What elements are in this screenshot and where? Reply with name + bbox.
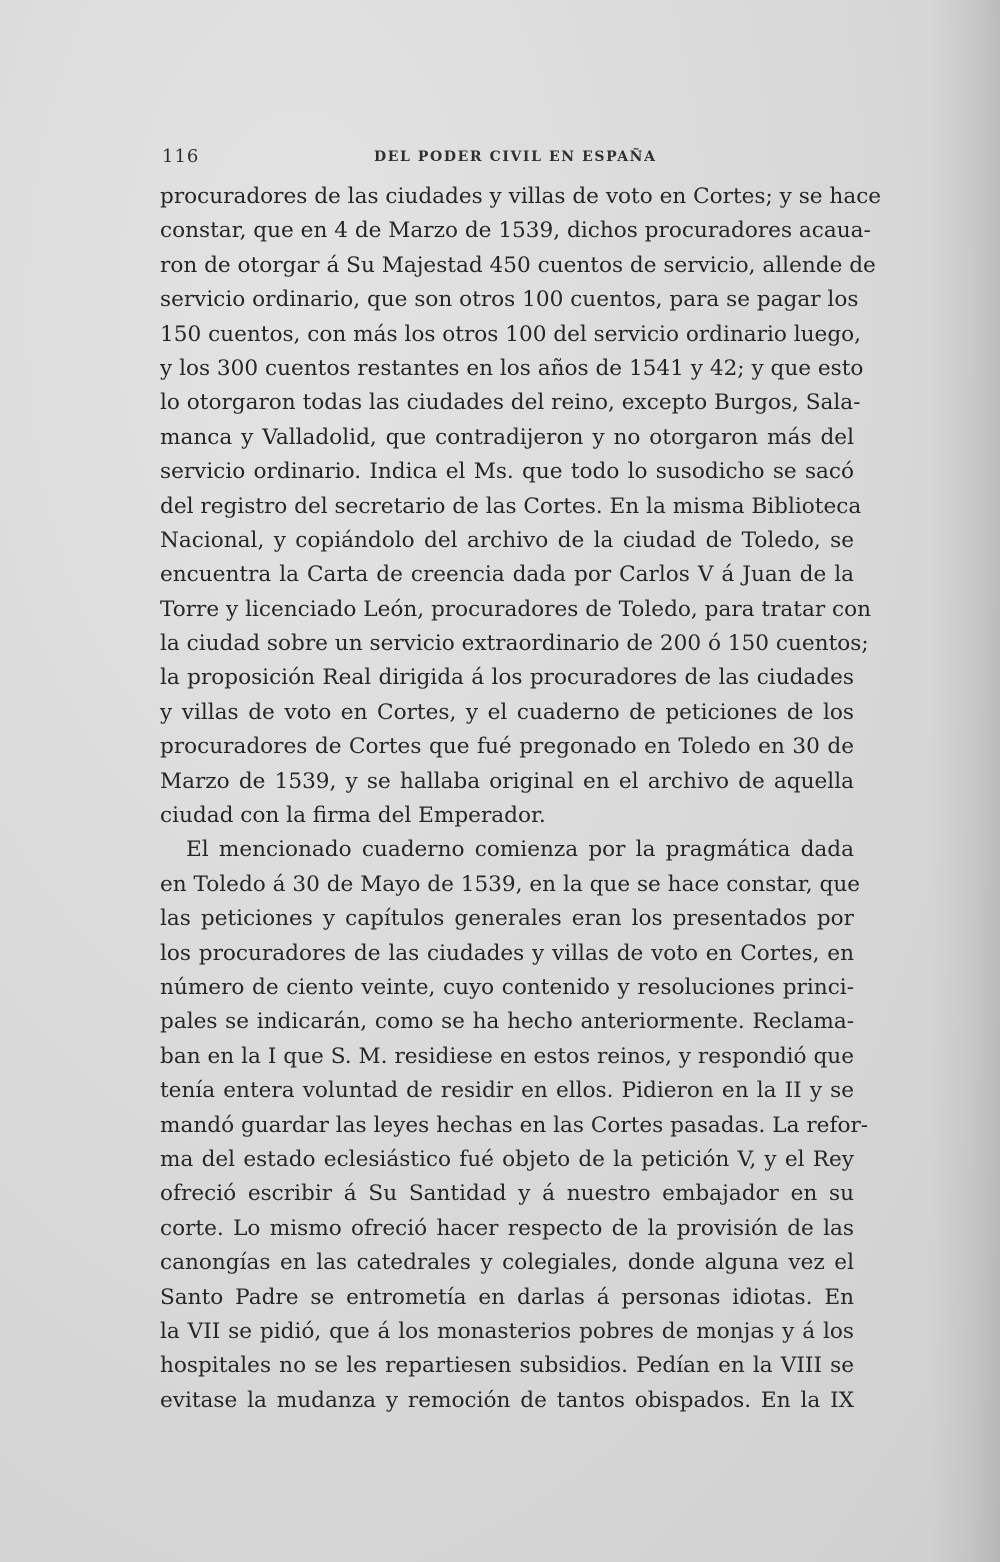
- running-head-title: DEL PODER CIVIL EN ESPAÑA: [374, 149, 657, 165]
- text-line: servicio ordinario. Indica el Ms. que todo lo susodicho se sacó: [160, 459, 854, 485]
- text-line: hospitales no se les repartiesen subsidios. Pedían en la VIII se: [160, 1353, 854, 1379]
- text-line: evitase la mudanza y remoción de tantos obispados. En la IX: [160, 1387, 854, 1413]
- text-line: ofreció escribir á Su Santidad y á nuestro embajador en su: [160, 1181, 854, 1207]
- text-line: canongías en las catedrales y colegiales, donde alguna vez el: [160, 1250, 854, 1276]
- body-text: [160, 180, 882, 1418]
- text-line: servicio ordinario, que son otros 100 cuentos, para se pagar los: [160, 287, 859, 313]
- text-line: procuradores de Cortes que fué pregonado en Toledo en 30 de: [160, 734, 854, 760]
- text-line: Nacional, y copiándolo del archivo de la ciudad de Toledo, se: [160, 527, 854, 553]
- text-line: ma del estado eclesiástico fué objeto de la petición V, y el Rey: [160, 1146, 854, 1172]
- text-line: El mencionado cuaderno comienza por la pragmática dada: [186, 837, 854, 863]
- text-line: manca y Valladolid, que contradijeron y no otorgaron más del: [160, 424, 854, 450]
- text-line: 150 cuentos, con más los otros 100 del servicio ordinario luego,: [160, 321, 862, 347]
- text-line: y los 300 cuentos restantes en los años de 1541 y 42; y que esto: [160, 355, 864, 381]
- text-line: constar, que en 4 de Marzo de 1539, dichos procuradores acaua-: [160, 218, 871, 244]
- running-head: [162, 146, 852, 170]
- text-line: número de ciento veinte, cuyo contenido y resoluciones princi-: [160, 974, 854, 1000]
- text-line: lo otorgaron todas las ciudades del reino, excepto Burgos, Sala-: [160, 390, 861, 416]
- text-line: en Toledo á 30 de Mayo de 1539, en la que se hace constar, que: [160, 871, 861, 897]
- text-line: la VII se pidió, que á los monasterios pobres de monjas y á los: [160, 1318, 854, 1344]
- text-line: pales se indicarán, como se ha hecho anteriormente. Reclama-: [160, 1009, 854, 1035]
- text-line: y villas de voto en Cortes, y el cuaderno de peticiones de los: [160, 699, 854, 725]
- text-line: Marzo de 1539, y se hallaba original en el archivo de aquella: [160, 768, 854, 794]
- text-line: ron de otorgar á Su Majestad 450 cuentos de servicio, allende de: [160, 252, 876, 278]
- text-line: ciudad con la firma del Emperador.: [160, 803, 546, 829]
- text-line: corte. Lo mismo ofreció hacer respecto de la provisión de las: [160, 1215, 854, 1241]
- text-line: la proposición Real dirigida á los procuradores de las ciudades: [160, 665, 854, 691]
- text-line: la ciudad sobre un servicio extraordinario de 200 ó 150 cuentos;: [160, 631, 869, 657]
- text-line: los procuradores de las ciudades y villas de voto en Cortes, en: [160, 940, 854, 966]
- page-edge-shadow: [930, 0, 1000, 1562]
- page-number: 116: [162, 146, 200, 167]
- text-line: las peticiones y capítulos generales eran los presentados por: [160, 906, 854, 932]
- text-line: mandó guardar las leyes hechas en las Cortes pasadas. La refor-: [160, 1112, 869, 1138]
- text-line: ban en la I que S. M. residiese en estos reinos, y respondió que: [160, 1043, 854, 1069]
- text-line: procuradores de las ciudades y villas de voto en Cortes; y se hace: [160, 184, 882, 209]
- text-line: Santo Padre se entrometía en darlas á personas idiotas. En: [160, 1284, 854, 1310]
- text-line: del registro del secretario de las Cortes. En la misma Biblioteca: [160, 493, 862, 519]
- text-line: encuentra la Carta de creencia dada por Carlos V á Juan de la: [160, 562, 854, 588]
- text-line: Torre y licenciado León, procuradores de Toledo, para tratar con: [160, 596, 872, 622]
- text-line: tenía entera voluntad de residir en ellos. Pidieron en la II y se: [160, 1078, 854, 1104]
